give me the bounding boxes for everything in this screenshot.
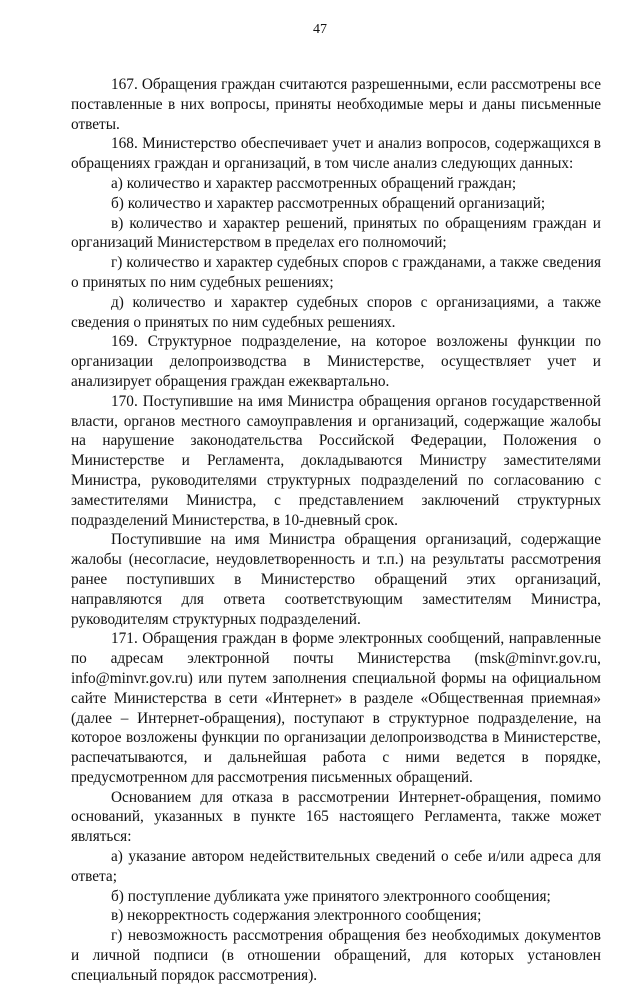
paragraph-168: 168. Министерство обеспечивает учет и анализ вопросов, содержащихся в обращениях граждан и организаций, в том числе анализ следующих данных: bbox=[71, 135, 601, 173]
paragraph-171-refusal-grounds: Основанием для отказа в рассмотрении Интернет-обращения, помимо оснований, указанных в пункте 165 настоящего Регламента, также может являться: bbox=[71, 788, 601, 846]
paragraph-170-continued: Поступившие на имя Министра обращения организаций, содержащие жалобы (несогласие, неудовлетворенность и т.п.) на результаты рассмотрения ранее поступивших в Министерство обращений этих организаций, направляются для ответа соответствующим заместителям Министра, руководителям структурных подразделений. bbox=[71, 531, 601, 628]
paragraph-167: 167. Обращения граждан считаются разрешенными, если рассмотрены все поставленные в них вопросы, приняты необходимые меры и даны письменные ответы. bbox=[71, 76, 601, 133]
paragraph-171: 171. Обращения граждан в форме электронных сообщений, направленные по адресам электронной почты Министерства (msk@minvr.gov.ru, info@minvr.gov.ru) или путем заполнения специальной формы на официальном сайте Министерства в сети «Интернет» в разделе «Общественная приемная» (далее – Интернет-обращения), поступают в структурное подразделение, на которое возложены функции по организации делопроизводства в Министерстве, распечатываются, и дальнейшая работа с ними ведется в порядке, предусмотренном для рассмотрения письменных обращений. bbox=[71, 630, 601, 786]
list-item-168-d: д) количество и характер судебных споров с организациями, а также сведения о принятых по ним судебных решениях. bbox=[71, 293, 601, 331]
list-item-168-g: г) количество и характер судебных споров с гражданами, а также сведения о принятых по ним судебных решениях; bbox=[71, 254, 601, 291]
list-item-171-v: в) некорректность содержания электронного сообщения; bbox=[111, 907, 482, 925]
page-number: 47 bbox=[313, 22, 327, 37]
list-item-171-a: а) указание автором недействительных сведений о себе и/или адреса для ответа; bbox=[71, 848, 601, 885]
list-item-168-v: в) количество и характер решений, принятых по обращениям граждан и организаций Министерством в пределах его полномочий; bbox=[71, 214, 601, 252]
paragraph-170: 170. Поступившие на имя Министра обращения органов государственной власти, органов местного самоуправления и организаций, содержащие жалобы на нарушение законодательства Российской Федерации, Положения о Министерстве и Регламента, докладываются Министру заместителями Министра, руководителями структурных подразделений по согласованию с заместителями Министра, с представлением заключений структурных подразделений Министерства, в 10-дневный срок. bbox=[71, 392, 601, 529]
list-item-168-b: б) количество и характер рассмотренных обращений организаций; bbox=[111, 194, 546, 212]
list-item-168-a: а) количество и характер рассмотренных обращений граждан; bbox=[111, 174, 517, 192]
list-item-171-b: б) поступление дубликата уже принятого электронного сообщения; bbox=[111, 887, 551, 905]
paragraph-169: 169. Структурное подразделение, на которое возложены функции по организации делопроизводства в Министерстве, осуществляет учет и анализирует обращения граждан ежеквартально. bbox=[71, 333, 601, 390]
document-body bbox=[71, 75, 601, 986]
list-item-171-g: г) невозможность рассмотрения обращения без необходимых документов и личной подписи (в отношении обращений, для которых установлен специальный порядок рассмотрения). bbox=[71, 927, 601, 984]
